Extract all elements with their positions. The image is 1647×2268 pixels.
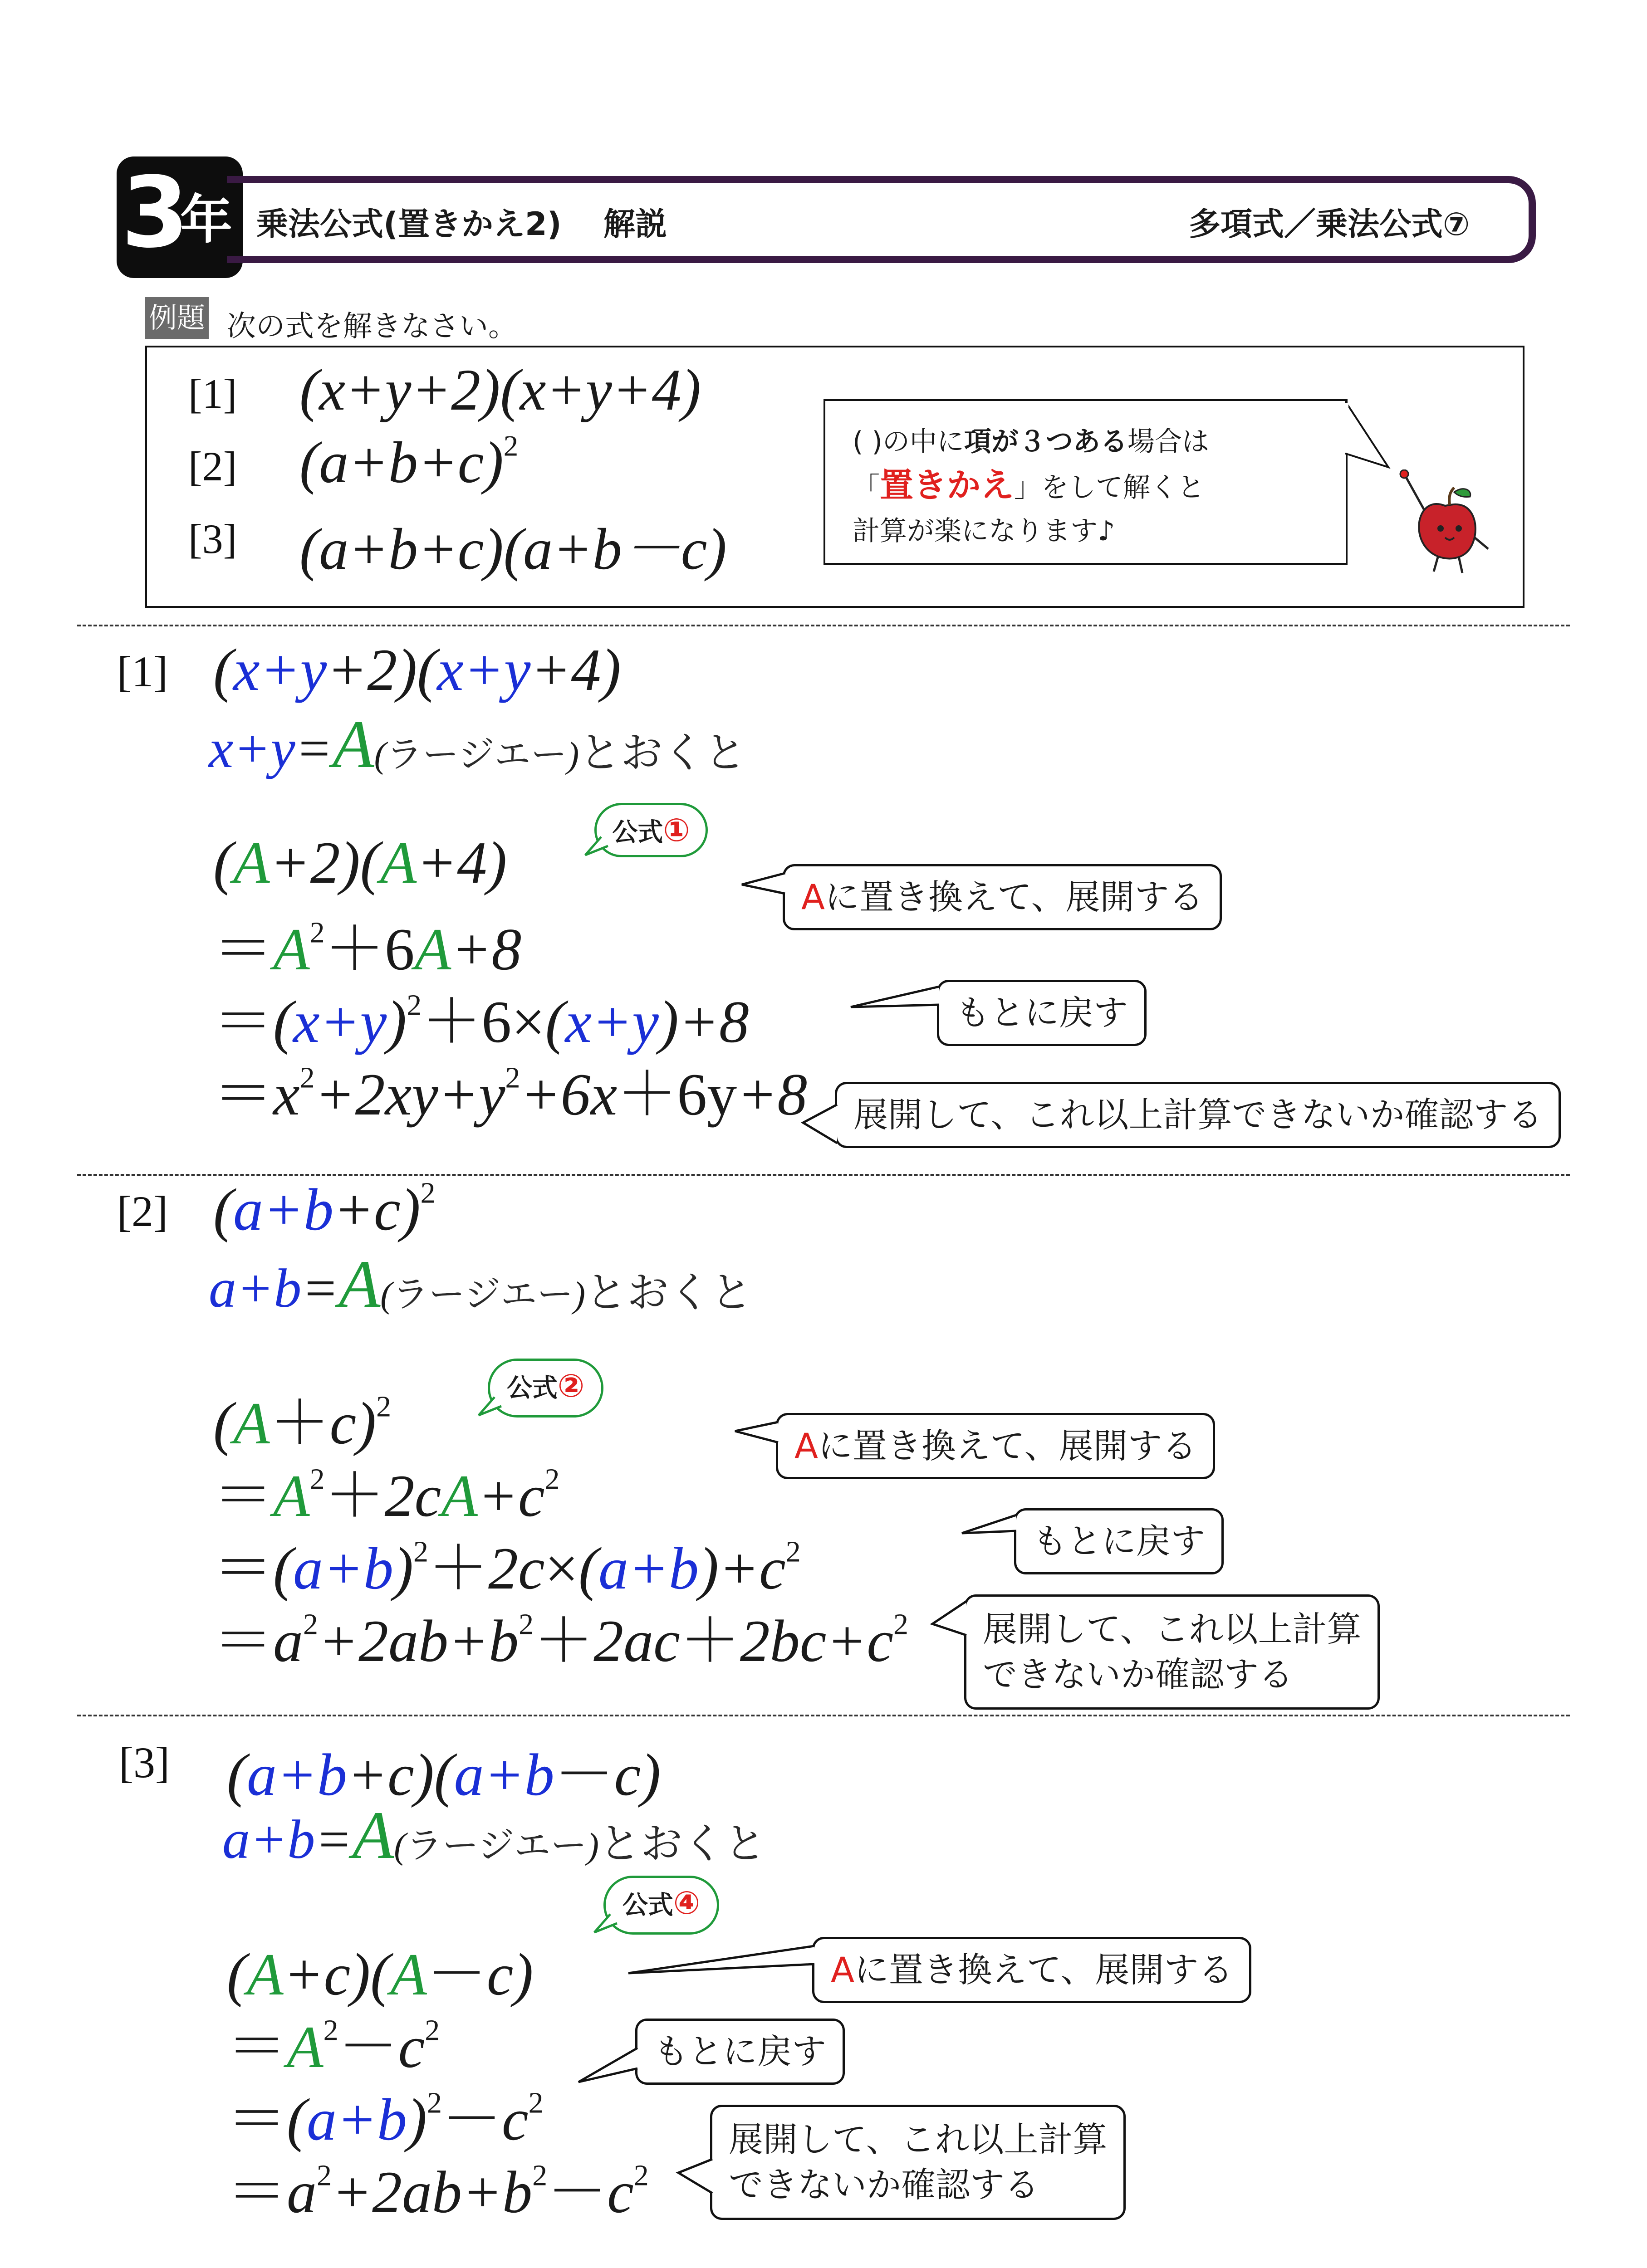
tip-speech-bubble: ( )の中に項が３つある場合は 「置きかえ」をして解くと 計算が楽になります♪: [824, 399, 1348, 565]
example-expr-2: $(a+b+c)^2$: [299, 430, 519, 495]
s1-step-2: $=A^2+6A+8$: [213, 916, 522, 982]
example-label-1: [1]: [188, 371, 237, 417]
grade-badge: [117, 156, 243, 278]
example-expr-3: (a+b+c)(a+b－c): [299, 517, 727, 582]
s3-callout-back-tail: [576, 2046, 642, 2087]
s2-step-2: $=A^2+2cA+c^2$: [213, 1462, 560, 1529]
example-expr-1: (x+y+2)(x+y+4): [299, 357, 701, 423]
s3-formula-tag: 公式④: [603, 1876, 719, 1935]
divider-1: [77, 625, 1570, 626]
s1-callout-replace-tail: [740, 871, 789, 898]
s1-step-3: $=(x+y)^2+6\times(x+y)+8$: [213, 988, 749, 1055]
s1-step-4: $=x^2+2xy+y^2+6x+6y+8$: [213, 1061, 808, 1128]
s1-step-1: (A+2)(A+4): [213, 829, 507, 896]
s2-problem: $(a+b+c)^2$: [213, 1176, 436, 1243]
s3-step-2: $=A^2-c^2$: [227, 2014, 440, 2080]
s3-callout-replace-tail: [626, 1944, 819, 1980]
tip-bubble-tail: [1343, 399, 1397, 472]
page-title-suffix: 解説: [603, 205, 667, 243]
section-label-1: [1]: [117, 647, 168, 696]
s3-formula-tail: [592, 1912, 619, 1939]
grade-suffix: 年: [180, 190, 233, 250]
s1-callout-back: もとに戻す: [937, 980, 1147, 1046]
s3-callout-back: もとに戻す: [635, 2019, 845, 2085]
s2-callout-replace: Aに置き換えて、展開する: [776, 1413, 1215, 1479]
s3-problem: (a+b+c)(a+b－c): [227, 1741, 661, 1808]
page-title: 乗法公式(置きかえ2): [256, 205, 562, 243]
s1-substitution: x+y=A(ラージエー)とおくと: [209, 707, 746, 782]
s1-callout-expand: 展開して、これ以上計算できないか確認する: [835, 1082, 1561, 1148]
s1-callout-expand-tail: [801, 1102, 842, 1148]
s1-problem: (x+y+2)(x+y+4): [213, 636, 621, 703]
s3-step-4: $=a^2+2ab+b^2-c^2$: [227, 2159, 649, 2225]
s2-formula-tag: 公式②: [488, 1359, 603, 1418]
s2-step-4: $=a^2+2ab+b^2+2ac+2bc+c^2$: [213, 1608, 908, 1674]
s2-substitution: a+b=A(ラージエー)とおくと: [209, 1246, 752, 1322]
s2-callout-back-tail: [960, 1513, 1021, 1545]
s3-step-1: (A+c)(A－c): [227, 1941, 534, 2008]
s3-callout-replace: Aに置き換えて、展開する: [812, 1937, 1251, 2003]
s1-formula-tail: [583, 835, 610, 862]
s2-callout-replace-tail: [733, 1420, 783, 1447]
unit-label: 多項式／乗法公式⑦: [1189, 205, 1470, 243]
example-badge: 例題: [145, 297, 209, 339]
grade-number: 3: [121, 156, 189, 269]
example-label-2: [2]: [188, 443, 237, 489]
s1-callout-replace: Aに置き換えて、展開する: [783, 864, 1222, 930]
apple-mascot-icon: [1382, 469, 1500, 587]
s2-step-1: $(A+c)^2$: [213, 1390, 392, 1457]
s2-step-3: $=(a+b)^2+2c\times(a+b)+c^2$: [213, 1535, 801, 1602]
example-instruction: 次の式を解きなさい。: [227, 310, 517, 343]
s2-formula-tail: [476, 1395, 504, 1422]
example-label-3: [3]: [188, 516, 237, 562]
divider-3: [77, 1715, 1570, 1716]
s3-callout-expand: 展開して、これ以上計算 できないか確認する: [710, 2105, 1126, 2220]
s3-callout-expand-tail: [676, 2157, 717, 2202]
s2-callout-expand-tail: [930, 1599, 971, 1644]
s1-formula-tag: 公式①: [594, 803, 708, 857]
s2-callout-back: もとに戻す: [1014, 1508, 1224, 1574]
section-label-2: [2]: [117, 1187, 168, 1236]
s3-substitution: a+b=A(ラージエー)とおくと: [222, 1798, 766, 1873]
section-label-3: [3]: [119, 1738, 170, 1787]
s1-callout-back-tail: [848, 984, 944, 1016]
s2-callout-expand: 展開して、これ以上計算 できないか確認する: [964, 1594, 1380, 1710]
s3-step-3: $=(a+b)^2-c^2$: [227, 2086, 544, 2153]
